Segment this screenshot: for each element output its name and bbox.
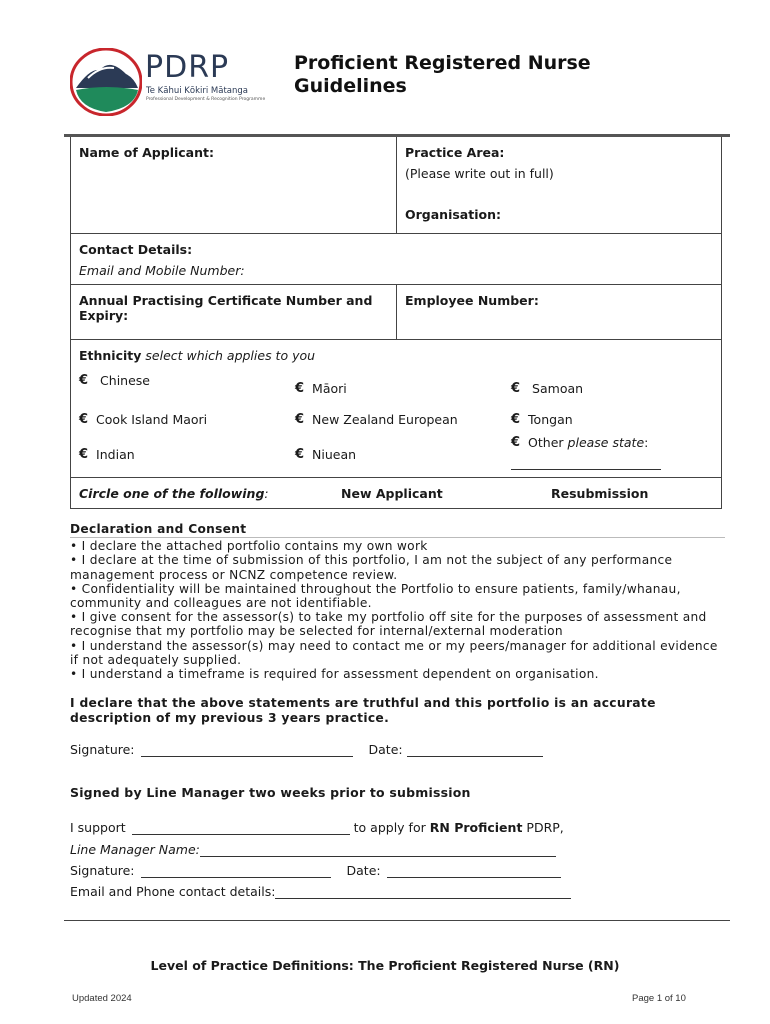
applicant-signature-label: Signature: (70, 742, 135, 757)
applicant-date-field[interactable] (407, 743, 543, 757)
declaration-item: • I declare the attached portfolio contains my own work (70, 539, 428, 554)
checkbox-icon: € (511, 381, 521, 396)
ethnicity-option-nz-european[interactable] (295, 412, 511, 427)
ethnicity-option-label: Cook Island Maori (96, 412, 208, 427)
option-resubmission[interactable]: Resubmission (551, 485, 649, 501)
manager-signature-row (70, 863, 561, 878)
name-label: Name of Applicant: (79, 145, 214, 160)
declaration-title: Declaration and Consent (70, 522, 725, 538)
ethnicity-option-label: New Zealand European (312, 412, 458, 427)
support-rn-proficient: RN Proficient (429, 820, 523, 835)
declaration-item: • Confidentiality will be maintained throughout the Portfolio to ensure patients, family/whanau, community and colleagues are not identifiable. (70, 581, 681, 611)
other-ethnicity-input[interactable] (511, 456, 661, 470)
practice-area-note: (Please write out in full) (405, 166, 554, 181)
ethnicity-option-label: Chinese (100, 373, 150, 388)
ethnicity-option-label: Indian (96, 446, 135, 462)
contact-label: Contact Details: (79, 242, 193, 257)
ethnicity-hint: select which applies to you (145, 348, 316, 363)
option-new-applicant[interactable]: New Applicant (341, 485, 443, 501)
circle-one-label: Circle one of the following (79, 485, 265, 501)
manager-name-row (70, 842, 556, 857)
manager-email-field[interactable] (275, 885, 571, 899)
row-contact (71, 233, 721, 284)
ethnicity-option-label: Niuean (312, 446, 357, 462)
ethnicity-option-maori[interactable] (295, 373, 511, 404)
support-prefix: I support (70, 820, 126, 835)
ethnicity-option-other[interactable] (511, 435, 713, 473)
footer-page-number: Page 1 of 10 (632, 993, 686, 1004)
other-please-state: please state (567, 435, 645, 450)
level-of-practice-title: Level of Practice Definitions: The Proficient Registered Nurse (RN) (150, 958, 620, 973)
applicant-date-label: Date: (368, 742, 403, 757)
employee-number-field[interactable] (397, 285, 721, 339)
practice-area-field[interactable] (397, 137, 721, 233)
apc-field[interactable] (71, 285, 397, 339)
checkbox-icon: € (295, 446, 305, 462)
checkbox-icon: € (79, 412, 89, 427)
practice-area-label: Practice Area: (405, 145, 505, 160)
ethnicity-option-cook-island-maori[interactable] (79, 412, 295, 427)
page-title: Proficient Registered Nurse Guidelines (294, 52, 591, 97)
manager-email-row (70, 884, 571, 899)
support-applicant-field[interactable] (132, 821, 350, 835)
checkbox-icon: € (79, 373, 89, 388)
manager-signature-label: Signature: (70, 863, 135, 878)
manager-section-title: Signed by Line Manager two weeks prior to submission (70, 785, 471, 800)
ethnicity-option-indian[interactable] (79, 435, 295, 473)
footer-updated: Updated 2024 (72, 993, 132, 1004)
declaration-section (70, 522, 725, 681)
ethnicity-option-label: Māori (312, 381, 347, 396)
row-ethnicity (71, 339, 721, 477)
ethnicity-option-samoan[interactable] (511, 373, 713, 404)
ethnicity-option-tongan[interactable] (511, 412, 713, 427)
support-suffix: PDRP, (526, 820, 564, 835)
organisation-label: Organisation: (405, 207, 501, 222)
employee-label: Employee Number: (405, 293, 539, 308)
ethnicity-option-label: Samoan (532, 381, 584, 396)
ethnicity-section (71, 340, 721, 477)
ethnicity-option-label: Other (528, 435, 564, 450)
contact-details-field[interactable] (71, 234, 721, 284)
checkbox-icon: € (511, 412, 521, 427)
manager-signature-field[interactable] (141, 864, 331, 878)
manager-email-label: Email and Phone contact details: (70, 884, 276, 899)
pdrp-logo-emblem-icon (70, 48, 142, 116)
manager-date-label: Date: (346, 863, 381, 878)
applicant-signature-row (70, 742, 543, 757)
declaration-item: • I give consent for the assessor(s) to take my portfolio off site for the purposes of assessment and recognise that my portfolio may be selected for internal/external moderation (70, 610, 707, 639)
declaration-item: • I understand a timeframe is required for assessment dependent on organisation. (70, 667, 599, 682)
logo-tagline: Professional Development & Recognition Programme (146, 97, 266, 102)
ethnicity-option-chinese[interactable] (79, 373, 295, 388)
checkbox-icon: € (79, 446, 89, 462)
logo-subtitle: Te Kāhui Kōkiri Mātanga (146, 86, 248, 96)
support-mid: to apply for (353, 820, 426, 835)
circle-one-colon: : (264, 485, 269, 501)
row-circle-one (71, 477, 721, 508)
ethnicity-label: Ethnicity (79, 348, 142, 363)
manager-date-field[interactable] (387, 864, 561, 878)
ethnicity-options (79, 373, 713, 473)
manager-name-field[interactable] (200, 843, 556, 857)
checkbox-icon: € (511, 435, 521, 450)
ethnicity-option-label: Tongan (528, 412, 573, 427)
contact-sub-label: Email and Mobile Number: (79, 263, 245, 278)
row-name-practice (71, 137, 721, 233)
applicant-form (70, 137, 722, 509)
applicant-signature-field[interactable] (141, 743, 353, 757)
declaration-item: • I declare at the time of submission of this portfolio, I am not the subject of any performance management process or NCNZ competence review. (70, 553, 673, 582)
manager-name-label: Line Manager Name: (70, 842, 200, 857)
checkbox-icon: € (295, 381, 305, 396)
checkbox-icon: € (295, 412, 305, 427)
name-of-applicant-field[interactable] (71, 137, 397, 233)
ethnicity-option-niuean[interactable] (295, 435, 511, 473)
declaration-item: • I understand the assessor(s) may need to contact me or my peers/manager for additional evidence if not adequately supplied. (70, 638, 718, 667)
pdrp-logo (70, 48, 266, 116)
logo-wordmark: PDRP (145, 50, 230, 85)
declaration-statement: I declare that the above statements are truthful and this portfolio is an accurate description of my previous 3 years practice. (70, 696, 656, 725)
section-divider (64, 920, 730, 921)
apc-label: Annual Practising Certificate Number and Expiry: (79, 293, 373, 323)
manager-support-row (70, 820, 564, 835)
row-apc-employee (71, 284, 721, 339)
other-colon: : (644, 435, 649, 450)
